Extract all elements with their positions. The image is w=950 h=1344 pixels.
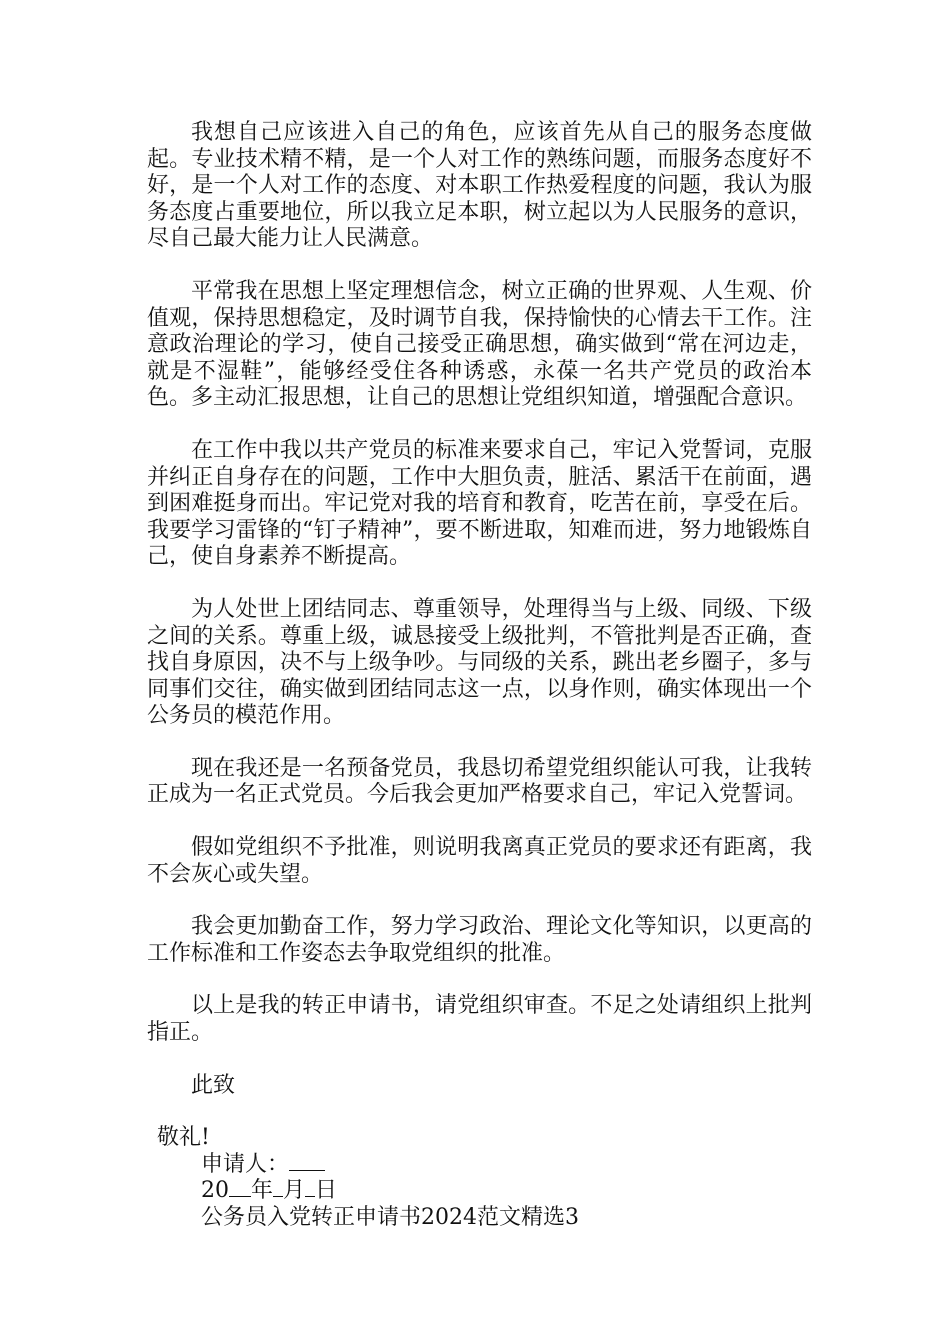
month-blank [273,1178,283,1197]
date-prefix: 20 [201,1178,229,1204]
paragraph-2: 平常我在思想上坚定理想信念，树立正确的世界观、人生观、价值观，保持思想稳定，及时调节自我，保持愉快的心情去干工作。注意政治理论的学习，使自己接受正确思想，确实做到“常在河边走，就是不湿鞋”，能够经受住各种诱惑，永葆一名共产党员的政治本色。多主动汇报思想，让自己的思想让党组织知道，增强配合意识。 [147,278,812,411]
paragraph-1: 我想自己应该进入自己的角色，应该首先从自己的服务态度做起。专业技术精不精，是一个人对工作的熟练问题，而服务态度好不好，是一个人对工作的态度、对本职工作热爱程度的问题，我认为服务态度占重要地位，所以我立足本职，树立起以为人民服务的意识，尽自己最大能力让人民满意。 [147,120,812,252]
paragraph-5: 现在我还是一名预备党员，我恳切希望党组织能认可我，让我转正成为一名正式党员。今后我会更加严格要求自己，牢记入党誓词。 [147,755,812,808]
salutation-zhici: 此致 [191,1072,236,1098]
date-line [147,1178,812,1205]
applicant-label: 申请人： [201,1151,290,1177]
applicant-line [147,1152,812,1179]
paragraph-6: 假如党组织不予批准，则说明我离真正党员的要求还有距离，我不会灰心或失望。 [147,835,812,887]
applicant-blank [289,1152,325,1171]
paragraph-8: 以上是我的转正申请书，请党组织审查。不足之处请组织上批判指正。 [147,993,812,1046]
salutation-jingli: 敬礼! [157,1125,210,1151]
date-day: 日 [315,1178,338,1204]
next-title: 公务员入党转正申请书2024范文精选3 [201,1205,579,1230]
paragraph-7: 我会更加勤奋工作，努力学习政治、理论文化等知识，以更高的工作标准和工作姿态去争取党组织的批准。 [147,914,812,966]
document-page [147,120,812,1232]
date-year: 年 [251,1178,274,1204]
year-blank [229,1178,251,1197]
date-month: 月 [283,1178,306,1204]
paragraph-4: 为人处世上团结同志、尊重领导，处理得当与上级、同级、下级之间的关系。尊重上级，诚恳接受上级批判，不管批判是否正确，查找自身原因，决不与上级争吵。与同级的关系，跳出老乡圈子，多与同事们交往，确实做到团结同志这一点，以身作则，确实体现出一个公务员的模范作用。 [147,596,812,729]
paragraph-3: 在工作中我以共产党员的标准来要求自己，牢记入党誓词，克服并纠正自身存在的问题，工作中大胆负责，脏活、累活干在前面，遇到困难挺身而出。牢记党对我的培育和教育，吃苦在前，享受在后。我要学习雷锋的“钉子精神”，要不断进取，知难而进，努力地锻炼自己，使自身素养不断提高。 [147,437,812,570]
day-blank [305,1178,315,1197]
